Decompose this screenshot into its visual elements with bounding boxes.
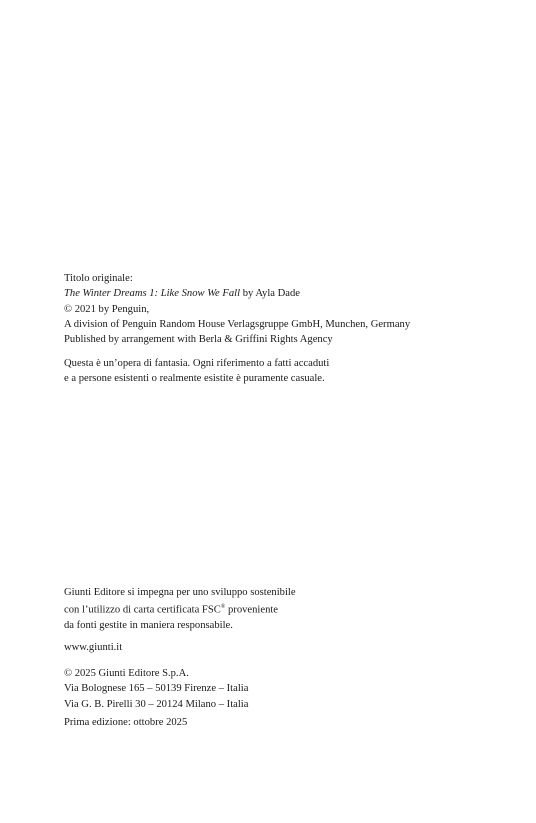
original-book-title: The Winter Dreams 1: Like Snow We Fall — [64, 288, 241, 300]
publisher-copyright: © 2025 Giunti Editore S.p.A. — [64, 668, 189, 679]
address-milan: Via G. B. Pirelli 30 – 20124 Milano – Italia — [64, 698, 249, 710]
edition-info — [64, 715, 187, 730]
disclaimer-line: e a persone esistenti o realmente esistite è puramente casuale. — [64, 373, 325, 385]
registered-mark: ® — [220, 604, 226, 611]
website-url: www.giunti.it — [64, 642, 123, 653]
first-edition: Prima edizione: ottobre 2025 — [64, 717, 188, 728]
disclaimer-line: Questa è un’opera di fantasia. Ogni riferimento a fatti accaduti — [64, 358, 330, 369]
original-copyright: © 2021 by Penguin, — [64, 303, 150, 315]
publisher-info — [64, 666, 248, 712]
sustainability-line: Giunti Editore si impegna per uno sviluppo sostenibile — [64, 587, 296, 598]
address-florence: Via Bolognese 165 – 50139 Firenze – Italia — [64, 683, 249, 695]
sustainability-line: da fonti gestite in maniera responsabile. — [64, 620, 233, 632]
fsc-text-post: proveniente — [225, 604, 279, 616]
sustainability-notice — [64, 585, 296, 633]
publisher-website — [64, 640, 122, 655]
original-division: A division of Penguin Random House Verlagsgruppe GmbH, Munchen, Germany — [64, 318, 411, 330]
original-title-label: Titolo originale: — [64, 273, 133, 284]
original-arrangement: Published by arrangement with Berla & Griffini Rights Agency — [64, 334, 333, 346]
original-author: by Ayla Dade — [240, 288, 300, 300]
original-title-credits — [64, 271, 410, 347]
original-title-line — [64, 286, 410, 301]
fsc-text: con l’utilizzo di carta certificata FSC — [64, 604, 221, 616]
sustainability-line — [64, 600, 296, 618]
fiction-disclaimer — [64, 356, 329, 387]
